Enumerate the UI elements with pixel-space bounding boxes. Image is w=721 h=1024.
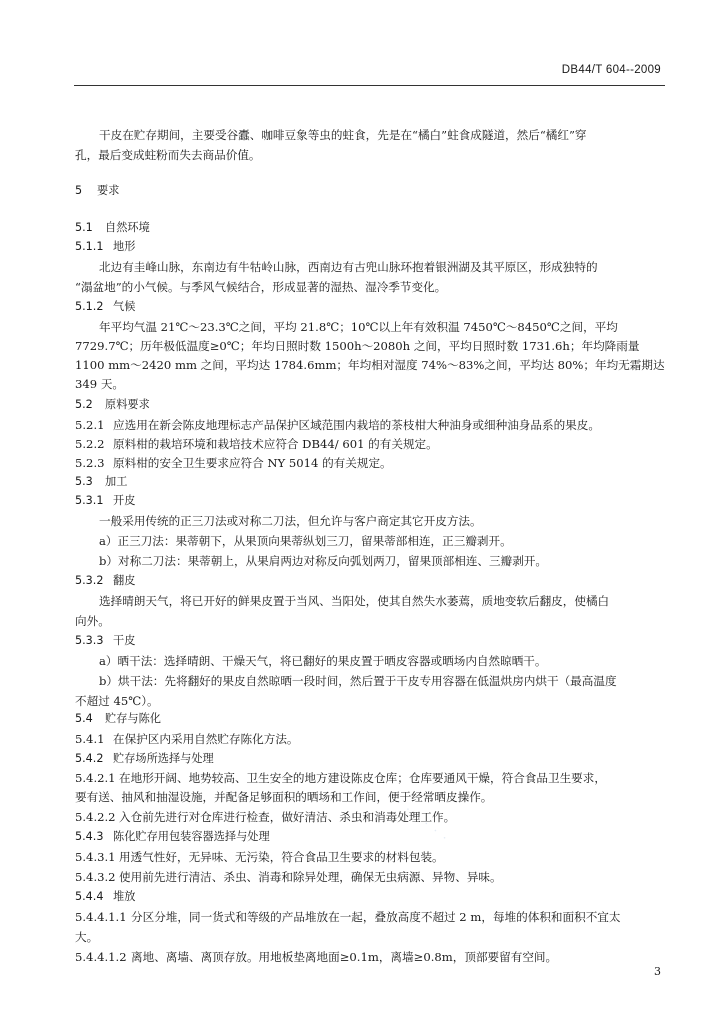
clause-text: 原料柑的安全卫生要求应符合 NY 5014 的有关规定。 <box>113 456 392 470</box>
section-heading-5-1 <box>75 219 150 237</box>
clause-text: 原料柑的栽培环境和栽培技术应符合 DB44/ 601 的有关规定。 <box>113 437 438 451</box>
section-title: 开皮 <box>113 494 136 507</box>
clause-5-2-2 <box>75 435 438 453</box>
clause-5-4-2-2 <box>75 808 455 826</box>
section-title: 堆放 <box>113 890 136 903</box>
section-number: 5.1.2 <box>75 300 104 313</box>
clause-text: 在地形开阔、地势较高、卫生安全的地方建设陈皮仓库；仓库要通风干燥，符合食品卫生要求， <box>119 771 606 785</box>
clause-number: 5.4.4.1.2 <box>75 950 127 964</box>
paragraph-line: 不超过 45℃）。 <box>75 694 159 708</box>
paragraph-line: 向外。 <box>75 614 110 628</box>
section-title: 陈化贮存用包装容器选择与处理 <box>113 830 270 843</box>
section-heading-5-4-3 <box>75 828 270 846</box>
list-item-b: b）对称二刀法：果蒂朝上，从果肩两边对称反向弧划两刀，留果顶部相连、三瓣剥开。 <box>99 554 547 568</box>
paragraph-line: 年平均气温 21℃～23.3℃之间，平均 21.8℃；10℃以上年有效积温 7450℃～8450℃之间，平均 <box>99 320 618 334</box>
section-heading-5-4-2 <box>75 750 214 768</box>
clause-5-2-1 <box>75 416 600 434</box>
section-number: 5.3 <box>75 475 93 488</box>
header-rule <box>74 85 665 86</box>
section-heading-5-4-4 <box>75 888 135 906</box>
clause-5-4-2-1 <box>75 769 606 787</box>
section-number: 5.3.2 <box>75 574 104 587</box>
clause-text: 分区分堆，同一货式和等级的产品堆放在一起，叠放高度不超过 2 m，每堆的体积和面积不宜太 <box>131 910 621 924</box>
paragraph-line: 孔，最后变成蛀粉而失去商品价值。 <box>75 148 261 162</box>
section-number: 5.4.2 <box>75 752 104 765</box>
section-heading-5-3-1 <box>75 492 135 510</box>
list-item-a: a）晒干法：选择晴朗、干燥天气，将已翻好的果皮置于晒皮容器或晒场内自然晾晒干。 <box>99 654 547 668</box>
section-title: 自然环境 <box>105 221 150 234</box>
section-number: 5.2 <box>75 398 93 411</box>
standard-number: DB44/T 604--2009 <box>561 64 661 76</box>
page-number: 3 <box>654 965 661 978</box>
section-number: 5.4.4 <box>75 890 104 903</box>
paragraph-line: 要有送、抽风和抽湿设施，并配备足够面积的晒场和工作间，便于经常晒皮操作。 <box>75 790 493 804</box>
section-heading-5-3-3 <box>75 632 135 650</box>
paragraph-line: 349 天。 <box>75 377 125 391</box>
section-heading-5-2 <box>75 396 150 414</box>
section-number: 5.1.1 <box>75 240 104 253</box>
section-heading-5-3 <box>75 473 127 491</box>
clause-5-2-3 <box>75 454 392 472</box>
clause-text: 应选用在新会陈皮地理标志产品保护区域范围内栽培的茶枝柑大种油身或细种油身品系的果皮。 <box>113 418 600 432</box>
section-title: 贮存与陈化 <box>105 712 161 725</box>
clause-text: 用透气性好，无异味、无污染，符合食品卫生要求的材料包装。 <box>119 850 444 864</box>
paragraph-line: 大。 <box>75 930 99 944</box>
section-title: 原料要求 <box>105 398 150 411</box>
paragraph-line: 干皮在贮存期间，主要受谷蠹、咖啡豆象等虫的蛀食，先是在“橘白”蛀食成隧道，然后“橘红”穿 <box>99 128 587 142</box>
paragraph-line: 1100 mm～2420 mm 之间，平均达 1784.6mm；年均相对湿度 74%～83%之间，平均达 80%；年均无霜期达 <box>75 358 665 372</box>
section-title: 加工 <box>105 475 128 488</box>
section-heading-5 <box>75 182 119 200</box>
section-number: 5 <box>75 184 83 197</box>
section-number: 5.4 <box>75 712 93 725</box>
clause-number: 5.4.3.2 <box>75 870 116 884</box>
section-number: 5.1 <box>75 221 93 234</box>
clause-number: 5.2.2 <box>75 437 105 451</box>
paragraph-line: 北边有圭峰山脉，东南边有牛牯岭山脉，西南边有古兜山脉环抱着银洲湖及其平原区，形成独特的 <box>99 260 598 274</box>
clause-number: 5.4.2.1 <box>75 771 116 785</box>
section-number: 5.3.3 <box>75 634 104 647</box>
clause-5-4-3-2 <box>75 868 502 886</box>
paragraph-line: 7729.7℃；历年极低温度≥0℃；年均日照时数 1500h～2080h 之间，平均日照时数 1731.6h；年均降雨量 <box>75 339 640 353</box>
clause-number: 5.4.2.2 <box>75 810 116 824</box>
clause-text: 离地、离墙、离顶存放。用地板垫离地面≥0.1m，离墙≥0.8m，顶部要留有空间。 <box>131 950 558 964</box>
section-heading-5-1-2 <box>75 298 135 316</box>
clause-text: 入仓前先进行对仓库进行检查，做好清洁、杀虫和消毒处理工作。 <box>119 810 456 824</box>
section-title: 翻皮 <box>113 574 136 587</box>
clause-text: 在保护区内采用自然贮存陈化方法。 <box>113 732 299 746</box>
clause-number: 5.2.3 <box>75 456 105 470</box>
clause-5-4-4-1-2 <box>75 948 557 966</box>
section-title: 干皮 <box>113 634 136 647</box>
section-heading-5-4 <box>75 710 161 728</box>
section-title: 贮存场所选择与处理 <box>113 752 214 765</box>
watermark: · · · · · · · <box>383 788 452 846</box>
paragraph-line: 一般采用传统的正三刀法或对称二刀法，但允许与客户商定其它开皮方法。 <box>99 514 482 528</box>
list-item-b: b）烘干法：先将翻好的果皮自然晾晒一段时间，然后置于干皮专用容器在低温烘房内烘干（最高温度 <box>99 674 617 688</box>
list-item-a: a）正三刀法：果蒂朝下，从果顶向果蒂纵划三刀，留果蒂部相连，正三瓣剥开。 <box>99 534 512 548</box>
clause-5-4-1 <box>75 730 299 748</box>
clause-number: 5.2.1 <box>75 418 105 432</box>
section-heading-5-3-2 <box>75 572 135 590</box>
paragraph-line: “溻盆地”的小气候。与季风气候结合，形成显著的湿热、湿冷季节变化。 <box>75 280 447 294</box>
section-number: 5.3.1 <box>75 494 104 507</box>
section-title: 要求 <box>97 184 120 197</box>
clause-number: 5.4.1 <box>75 732 105 746</box>
clause-5-4-3-1 <box>75 848 444 866</box>
section-number: 5.4.3 <box>75 830 104 843</box>
clause-text: 使用前先进行清洁、杀虫、消毒和除异处理，确保无虫病源、异物、异味。 <box>119 870 502 884</box>
section-title: 气候 <box>113 300 136 313</box>
section-heading-5-1-1 <box>75 238 135 256</box>
clause-number: 5.4.3.1 <box>75 850 116 864</box>
section-title: 地形 <box>113 240 136 253</box>
paragraph-line: 选择晴朗天气，将已开好的鲜果皮置于当风、当阳处，使其自然失水萎蔫，质地变软后翻皮，使橘白 <box>99 594 610 608</box>
clause-number: 5.4.4.1.1 <box>75 910 127 924</box>
clause-5-4-4-1-1 <box>75 908 621 926</box>
